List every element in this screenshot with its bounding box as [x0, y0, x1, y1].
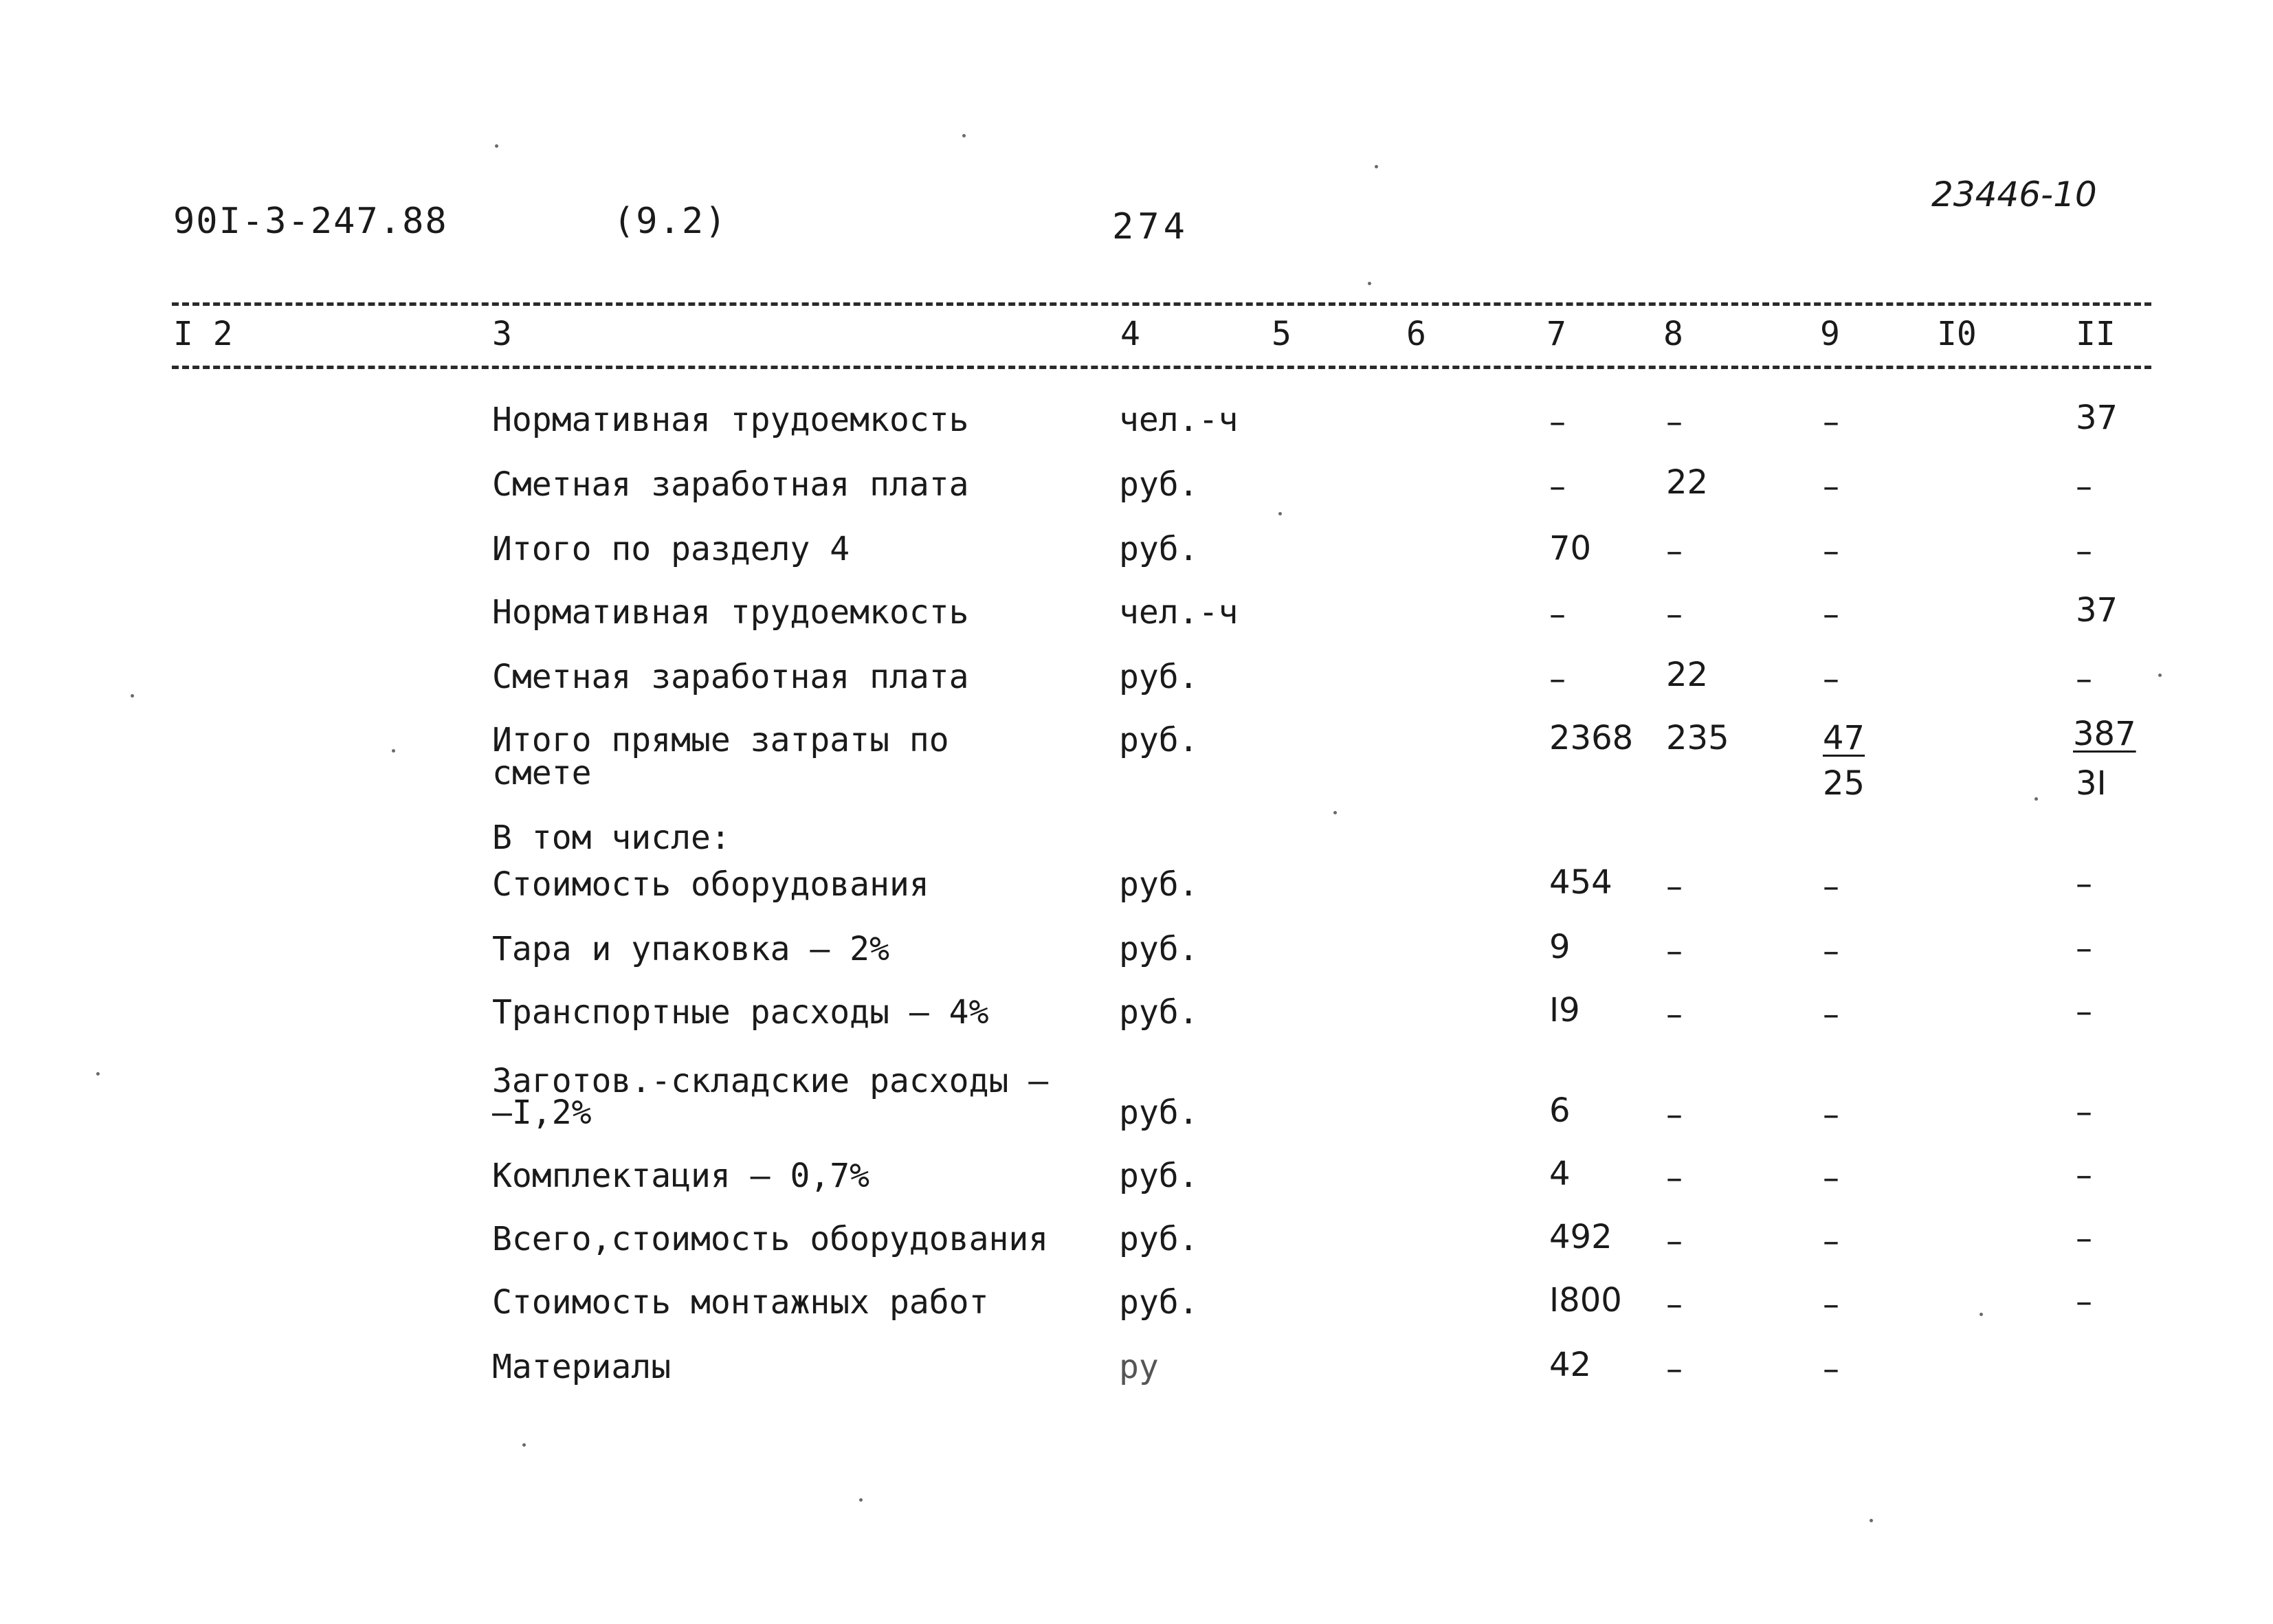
row-label-line1: Заготов.-складские расходы – [492, 1062, 1049, 1100]
cell-col7: 492 [1549, 1218, 1612, 1256]
column-header-9: 9 [1820, 315, 1840, 353]
subsection-label: В том числе: [492, 819, 731, 857]
cell-col11: – [2076, 992, 2092, 1031]
section-number: (9.2) [613, 201, 728, 242]
column-header-7: 7 [1546, 315, 1566, 353]
cell-col8: – [1666, 995, 1683, 1034]
cell-col7: – [1549, 403, 1566, 441]
cell-col7: 4 [1549, 1155, 1571, 1193]
cell-col11: – [2076, 1282, 2092, 1321]
archive-stamp: 23446-10 [1931, 175, 2097, 214]
cell-col7: I800 [1549, 1281, 1622, 1320]
cell-col8: – [1666, 1095, 1683, 1134]
column-header-10: I0 [1937, 315, 1977, 353]
cell-col9: – [1823, 1095, 1839, 1134]
cell-col9: – [1823, 867, 1839, 906]
row-unit: руб. [1119, 930, 1199, 968]
cell-col8: – [1666, 1350, 1683, 1388]
scan-speck [1980, 1313, 1983, 1316]
cell-col9: – [1823, 1222, 1839, 1260]
cell-col8: 22 [1666, 463, 1709, 502]
column-header-5: 5 [1272, 315, 1291, 353]
cell-col8: – [1666, 867, 1683, 906]
cell-col9: – [1823, 595, 1839, 634]
row-unit: ру [1119, 1348, 1159, 1386]
row-unit: руб. [1119, 993, 1199, 1032]
scan-speck [392, 749, 395, 753]
cell-col7: 42 [1549, 1346, 1592, 1384]
cell-col7: – [1549, 595, 1566, 634]
cell-col8: – [1666, 1159, 1683, 1197]
row-unit: чел.-ч [1119, 593, 1239, 632]
scan-speck [1333, 811, 1337, 814]
cell-col11-bottom: 3I [2076, 764, 2107, 803]
cell-col11: – [2076, 467, 2092, 506]
cell-col11: – [2076, 1156, 2092, 1194]
header-rule-bottom [172, 366, 2151, 369]
cell-col11: 37 [2076, 591, 2118, 630]
cell-col11: – [2076, 1093, 2092, 1131]
cell-col11: – [2076, 1219, 2092, 1258]
page-number: 274 [1112, 206, 1189, 247]
column-header-8: 8 [1663, 315, 1683, 353]
scan-speck [859, 1498, 863, 1502]
row-unit: руб. [1119, 658, 1199, 696]
cell-col8: – [1666, 403, 1683, 441]
cell-col8: – [1666, 932, 1683, 970]
cell-col7: 454 [1549, 863, 1612, 902]
scan-speck [1375, 165, 1378, 168]
cell-col7: I9 [1549, 991, 1580, 1030]
row-label: Транспортные расходы – 4% [492, 993, 989, 1032]
cell-col8: – [1666, 1222, 1683, 1260]
row-label: Стоимость монтажных работ [492, 1283, 989, 1322]
column-header-6: 6 [1406, 315, 1426, 353]
scan-speck [131, 694, 134, 698]
header-rule-top [172, 302, 2151, 306]
row-label: Сметная заработная плата [492, 465, 969, 504]
scan-speck [2034, 797, 2038, 801]
scan-speck [522, 1443, 526, 1447]
row-label: Нормативная трудоемкость [492, 401, 969, 439]
scan-speck [96, 1072, 100, 1076]
row-unit: руб. [1119, 1220, 1199, 1258]
cell-col8: – [1666, 1285, 1683, 1324]
cell-col11: – [2076, 532, 2092, 570]
cell-col8: 235 [1666, 719, 1729, 757]
cell-col9-bottom: 25 [1823, 764, 1865, 803]
scan-speck [1870, 1519, 1873, 1522]
cell-col7: – [1549, 660, 1566, 698]
row-label: Нормативная трудоемкость [492, 593, 969, 632]
row-unit: руб. [1119, 721, 1199, 759]
row-label-line2: смете [492, 754, 592, 792]
cell-col11: – [2076, 660, 2092, 698]
scan-speck [495, 144, 498, 148]
row-unit: руб. [1119, 865, 1199, 904]
row-unit: чел.-ч [1119, 401, 1239, 439]
row-label: Комплектация – 0,7% [492, 1157, 870, 1195]
scan-speck [1278, 512, 1282, 515]
cell-col9: – [1823, 1285, 1839, 1324]
scan-speck [962, 134, 966, 137]
row-unit: руб. [1119, 1093, 1199, 1132]
row-unit: руб. [1119, 530, 1199, 568]
cell-col9: – [1823, 660, 1839, 698]
cell-col9: – [1823, 467, 1839, 506]
row-label: Всего,стоимость оборудования [492, 1220, 1049, 1258]
cell-col7: – [1549, 467, 1566, 506]
cell-col11-top: 387 [2073, 715, 2136, 753]
cell-col9: – [1823, 995, 1839, 1034]
cell-col11: – [2076, 865, 2092, 903]
row-label-line1: Итого прямые затраты по [492, 721, 949, 759]
row-label: Тара и упаковка – 2% [492, 930, 889, 968]
cell-col11: 37 [2076, 399, 2118, 437]
row-label: Сметная заработная плата [492, 658, 969, 696]
cell-col9: – [1823, 1350, 1839, 1388]
cell-col9-top: 47 [1823, 719, 1865, 757]
cell-col7: 6 [1549, 1091, 1571, 1130]
row-unit: руб. [1119, 1283, 1199, 1322]
row-label: Итого по разделу 4 [492, 530, 850, 568]
column-header-4: 4 [1120, 315, 1140, 353]
cell-col9: – [1823, 932, 1839, 970]
cell-col8: – [1666, 532, 1683, 570]
column-header-3: 3 [492, 315, 512, 353]
row-label: Стоимость оборудования [492, 865, 929, 904]
row-label-line2: –I,2% [492, 1093, 592, 1132]
cell-col8: 22 [1666, 656, 1709, 694]
column-header-11: II [2076, 315, 2116, 353]
cell-col7: 70 [1549, 529, 1592, 568]
cell-col8: – [1666, 595, 1683, 634]
cell-col7: 2368 [1549, 719, 1634, 757]
row-unit: руб. [1119, 1157, 1199, 1195]
row-label: Материалы [492, 1348, 672, 1386]
cell-col9: – [1823, 532, 1839, 570]
document-code: 90I-3-247.88 [173, 201, 448, 242]
scan-speck [1368, 282, 1371, 285]
cell-col9: – [1823, 1159, 1839, 1197]
cell-col11: – [2076, 929, 2092, 968]
row-unit: руб. [1119, 465, 1199, 504]
scan-speck [2158, 674, 2162, 677]
cell-col9: – [1823, 403, 1839, 441]
cell-col7: 9 [1549, 928, 1571, 966]
column-header-1-2: I 2 [173, 315, 233, 353]
